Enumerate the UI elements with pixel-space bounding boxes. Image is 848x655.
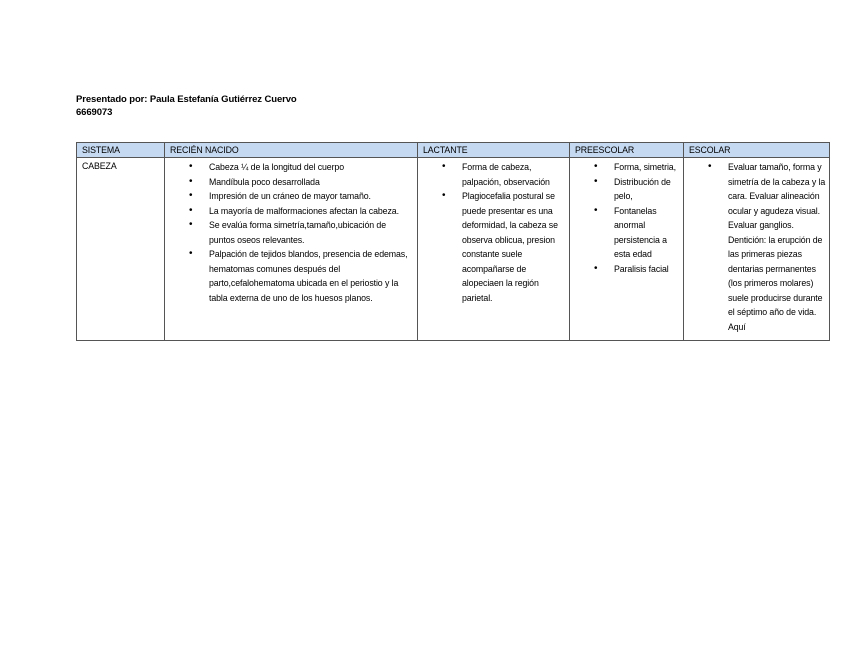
cell-escolar <box>684 158 830 341</box>
development-table <box>76 142 830 341</box>
column-header-escolar: ESCOLAR <box>684 143 830 158</box>
escolar-list <box>684 160 829 340</box>
column-header-sistema: SISTEMA <box>77 143 165 158</box>
table-row <box>77 158 830 341</box>
list-item: • Se evalúa forma simetría,tamaño,ubicación de puntos oseos relevantes. <box>209 218 412 247</box>
cell-preescolar <box>570 158 684 341</box>
list-item: • Palpación de tejidos blandos, presencia de edemas, hematomas comunes después del parto,cefalohematoma ubicada en el periostio y la tabla externa de uno de los huesos planos. <box>209 247 412 305</box>
document-header <box>76 93 297 119</box>
list-item: • Mandíbula poco desarrollada <box>209 175 412 190</box>
list-item: • Impresión de un cráneo de mayor tamaño. <box>209 189 412 204</box>
column-header-lactante: LACTANTE <box>418 143 570 158</box>
recien-nacido-list <box>165 160 417 311</box>
list-item: • Distribución de pelo, <box>614 175 678 204</box>
list-item: • Paralisis facial <box>614 262 678 277</box>
list-item: • Cabeza ¼ de la longitud del cuerpo <box>209 160 412 175</box>
preescolar-list <box>570 160 683 282</box>
cell-recien-nacido <box>165 158 418 341</box>
column-header-recien-nacido: RECIÉN NACIDO <box>165 143 418 158</box>
presenter-line: Presentado por: Paula Estefanía Gutiérrez Cuervo <box>76 94 297 105</box>
lactante-list <box>418 160 569 311</box>
list-item: • Fontanelas anormal persistencia a esta edad <box>614 204 678 262</box>
list-item: • Plagiocefalia postural se puede presentar es una deformidad, la cabeza se observa oblicua, presion constante suele acompañarse de alopeciaen la región parietal. <box>462 189 564 305</box>
id-number: 6669073 <box>76 107 113 118</box>
list-item: • Evaluar tamaño, forma y simetría de la cabeza y la cara. Evaluar alineación ocular y agudeza visual. Evaluar ganglios. Dentición: la erupción de las primeras piezas dentarias permanentes (los primeros molares) suele producirse durante el séptimo año de vida. Aquí <box>728 160 826 334</box>
cell-lactante <box>418 158 570 341</box>
list-item: • Forma de cabeza, palpación, observación <box>462 160 564 189</box>
cell-sistema: CABEZA <box>77 158 165 341</box>
table-header-row <box>77 143 830 158</box>
list-item: • Forma, simetria, <box>614 160 678 175</box>
list-item: • La mayoría de malformaciones afectan la cabeza. <box>209 204 412 219</box>
column-header-preescolar: PREESCOLAR <box>570 143 684 158</box>
